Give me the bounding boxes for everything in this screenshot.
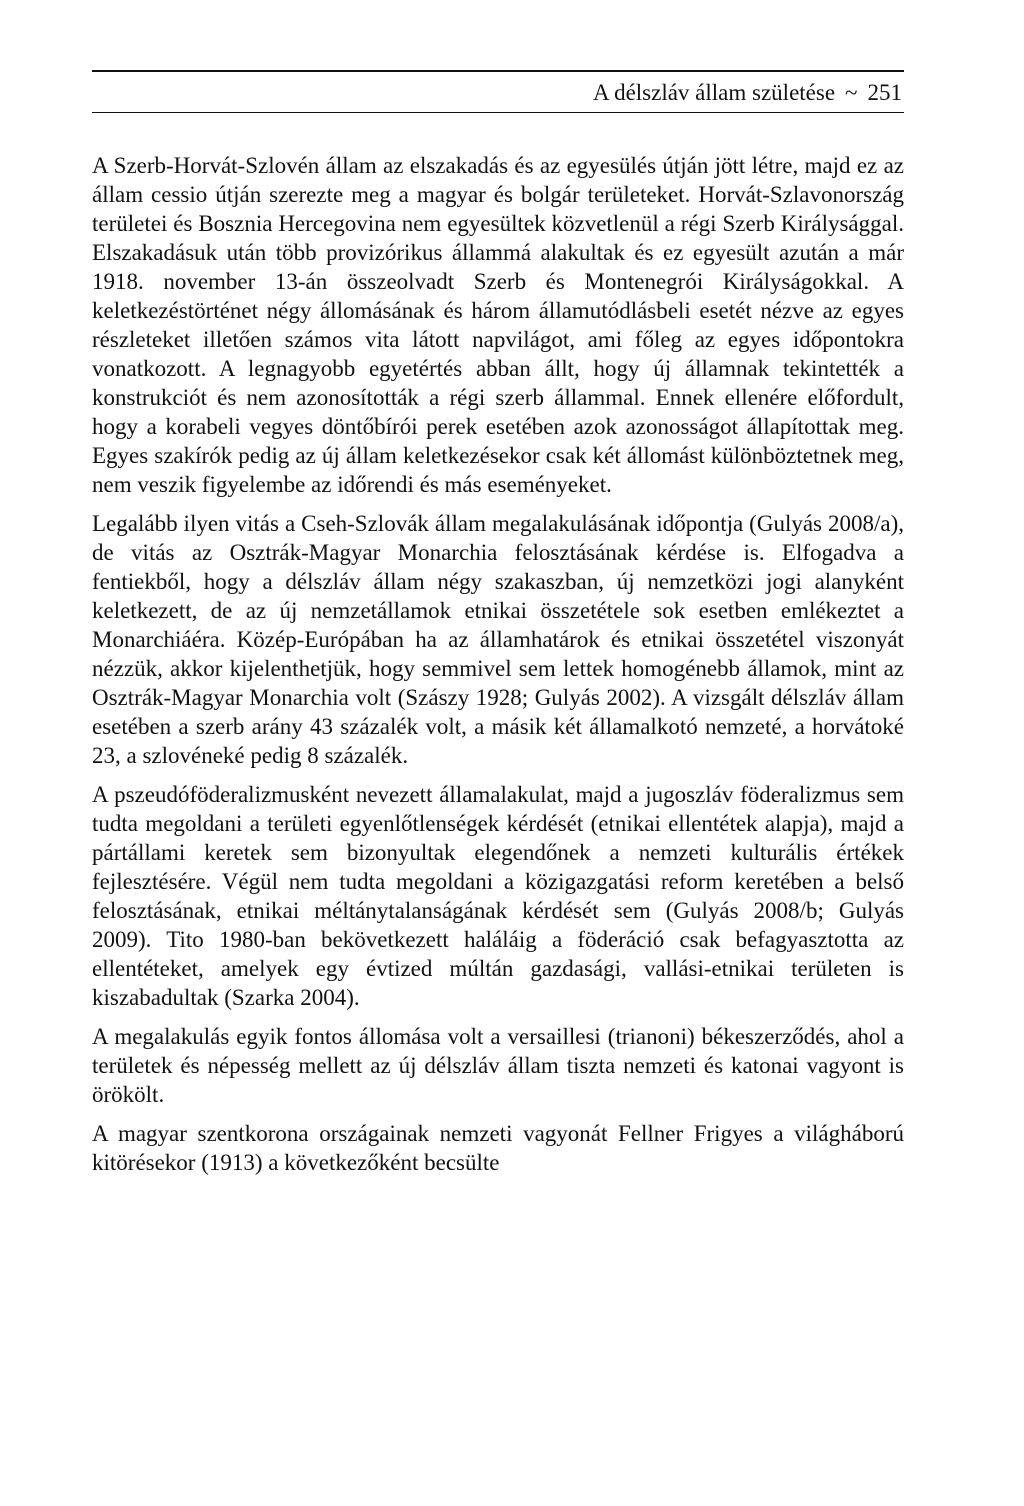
paragraph-4: A megalakulás egyik fontos állomása volt a versaillesi (trianoni) békeszerződés, ahol a területek és népesség mellett az új délszláv állam tiszta nemzeti és katonai vagyont is örökölt. (92, 1024, 904, 1107)
paragraph-1: A Szerb-Horvát-Szlovén állam az elszakadás és az egyesülés útján jött létre, majd ez az állam cessio útján szerezte meg a magyar és bolgár területeket. Horvát-Szlavonország területei és Bosznia Hercegovina nem egyesültek közvetlenül a régi Szerb Királysággal. Elszakadásuk után több provizórikus állammá alakultak és ez egyesült azután a már 1918. november 13-án összeolvadt Szerb és Montenegrói Királyságokkal. A keletkezéstörténet négy állomásának és három államutódlásbeli esetét nézve az egyes részleteket illetően számos vita látott napvilágot, ami főleg az egyes időpontokra vonatkozott. A legnagyobb egyetértés abban állt, hogy új államnak tekintették a konstrukciót és nem azonosították a régi szerb állammal. Ennek ellenére előfordult, hogy a korabeli vegyes döntőbírói perek esetében azok azonosságot állapítottak meg. Egyes szakírók pedig az új állam keletkezésekor csak két állomást különböztetnek meg, nem veszik figyelembe az időrendi és más eseményeket. (92, 153, 904, 497)
page-number: 251 (867, 80, 902, 105)
header-rule-top (92, 70, 904, 72)
paragraph-2: Legalább ilyen vitás a Cseh-Szlovák állam megalakulásának időpontja (Gulyás 2008/a), de vitás az Osztrák-Magyar Monarchia felosztásának kérdése is. Elfogadva a fentiekből, hogy a délszláv állam négy szakaszban, új nemzetközi jogi alanyként keletkezett, de az új nemzetállamok etnikai összetétele sok esetben emlékeztet a Monarchiáéra. Közép-Európában ha az államhatárok és etnikai összetétel viszonyát nézzük, akkor kijelenthetjük, hogy semmivel sem lettek homogénebb államok, mint az Osztrák-Magyar Monarchia volt (Szászy 1928; Gulyás 2002). A vizsgált délszláv állam esetében a szerb arány 43 százalék volt, a másik két államalkotó nemzeté, a horvátoké 23, a szlovéneké pedig 8 százalék. (92, 511, 904, 768)
body-text (92, 151, 904, 1177)
paragraph-3: A pszeudóföderalizmusként nevezett államalakulat, majd a jugoszláv föderalizmus sem tudta megoldani a területi egyenlőtlenségek kérdését (etnikai ellentétek alapja), majd a pártállami keretek sem bizonyultak elegendőnek a nemzeti kulturális értékek fejlesztésére. Végül nem tudta megoldani a közigazgatási reform keretében a belső felosztásának, etnikai méltánytalanságának kérdését sem (Gulyás 2008/b; Gulyás 2009). Tito 1980-ban bekövetkezett haláláig a föderáció csak befagyasztotta az ellentéteket, amelyek egy évtized múltán gazdasági, vallási-etnikai területen is kiszabadultak (Szarka 2004). (92, 782, 904, 1010)
page (92, 70, 904, 1187)
header-separator: ~ (845, 80, 858, 105)
header-rule-bottom (92, 112, 904, 113)
paragraph-5: A magyar szentkorona országainak nemzeti vagyonát Fellner Frigyes a világháború kitörésekor (1913) a következőként becsülte (92, 1121, 904, 1175)
running-header (92, 78, 904, 108)
running-title: A délszláv állam születése (592, 80, 836, 105)
